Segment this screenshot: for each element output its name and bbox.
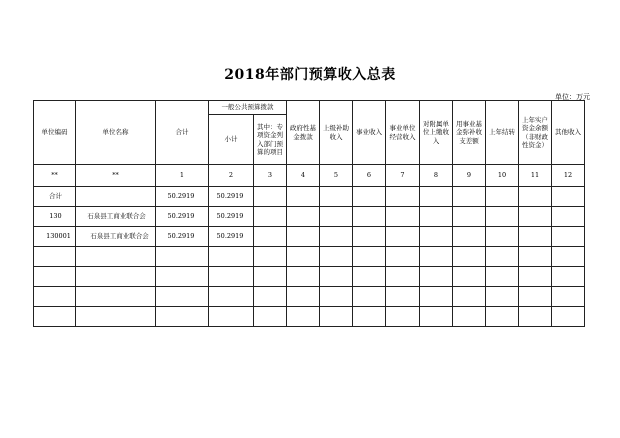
row-name xyxy=(76,287,156,307)
row-code: 130001 xyxy=(34,227,76,247)
row-code: 合计 xyxy=(34,187,76,207)
header-row-1 xyxy=(34,101,585,115)
index-cell: 11 xyxy=(519,165,552,187)
row-code xyxy=(34,247,76,267)
header-affiliated-income: 对附属单位上缴收入 xyxy=(420,101,453,165)
row-name: 石泉县工商业联合会 xyxy=(76,227,156,247)
index-cell: 1 xyxy=(156,165,209,187)
index-cell: ** xyxy=(76,165,156,187)
row-total xyxy=(156,307,209,327)
unit-label: 单位：万元 xyxy=(555,93,590,101)
index-row xyxy=(34,165,585,187)
page-title: 2018年部门预算收入总表 xyxy=(224,67,396,83)
header-business-income: 事业收入 xyxy=(353,101,386,165)
table-row xyxy=(34,187,585,207)
index-cell: 12 xyxy=(552,165,585,187)
row-total xyxy=(156,267,209,287)
index-cell: 6 xyxy=(353,165,386,187)
header-special-funds: 其中：专项资金列入部门预算的项目 xyxy=(254,115,287,165)
header-unit-name: 单位名称 xyxy=(76,101,156,165)
header-other-income: 其他收入 xyxy=(552,101,585,165)
row-name xyxy=(76,187,156,207)
row-subtotal xyxy=(209,307,254,327)
row-name xyxy=(76,307,156,327)
index-cell: 8 xyxy=(420,165,453,187)
index-cell: 3 xyxy=(254,165,287,187)
row-subtotal xyxy=(209,247,254,267)
header-last-year-balance: 上年实户资金余额（非财政性资金） xyxy=(519,101,552,165)
table-row xyxy=(34,287,585,307)
index-cell: 7 xyxy=(386,165,420,187)
header-superior-subsidy: 上级补助收入 xyxy=(320,101,353,165)
row-subtotal xyxy=(209,287,254,307)
header-general-budget: 一般公共预算拨款 xyxy=(209,101,287,115)
index-cell: 5 xyxy=(320,165,353,187)
row-name: 石泉县工商业联合会 xyxy=(76,207,156,227)
header-last-year-carry: 上年结转 xyxy=(486,101,519,165)
table-row xyxy=(34,207,585,227)
index-cell: 9 xyxy=(453,165,486,187)
row-subtotal: 50.2919 xyxy=(209,187,254,207)
index-cell: 10 xyxy=(486,165,519,187)
header-gov-fund: 政府性基金拨款 xyxy=(287,101,320,165)
header-subtotal: 小计 xyxy=(209,115,254,165)
table-row xyxy=(34,267,585,287)
row-total xyxy=(156,287,209,307)
index-cell: 2 xyxy=(209,165,254,187)
row-subtotal: 50.2919 xyxy=(209,227,254,247)
row-subtotal: 50.2919 xyxy=(209,207,254,227)
table-row xyxy=(34,227,585,247)
table-row xyxy=(34,247,585,267)
header-business-operating: 事业单位经营收入 xyxy=(386,101,420,165)
row-total xyxy=(156,247,209,267)
header-fund-compensate: 用事业基金弥补收支差额 xyxy=(453,101,486,165)
table-row xyxy=(34,307,585,327)
row-name xyxy=(76,267,156,287)
row-code xyxy=(34,307,76,327)
header-unit-code: 单位编码 xyxy=(34,101,76,165)
row-code xyxy=(34,287,76,307)
row-total: 50.2919 xyxy=(156,227,209,247)
row-code: 130 xyxy=(34,207,76,227)
index-cell: 4 xyxy=(287,165,320,187)
header-total: 合计 xyxy=(156,101,209,165)
row-name xyxy=(76,247,156,267)
row-total: 50.2919 xyxy=(156,187,209,207)
row-total: 50.2919 xyxy=(156,207,209,227)
index-cell: ** xyxy=(34,165,76,187)
row-code xyxy=(34,267,76,287)
budget-income-table xyxy=(33,100,585,327)
row-subtotal xyxy=(209,267,254,287)
